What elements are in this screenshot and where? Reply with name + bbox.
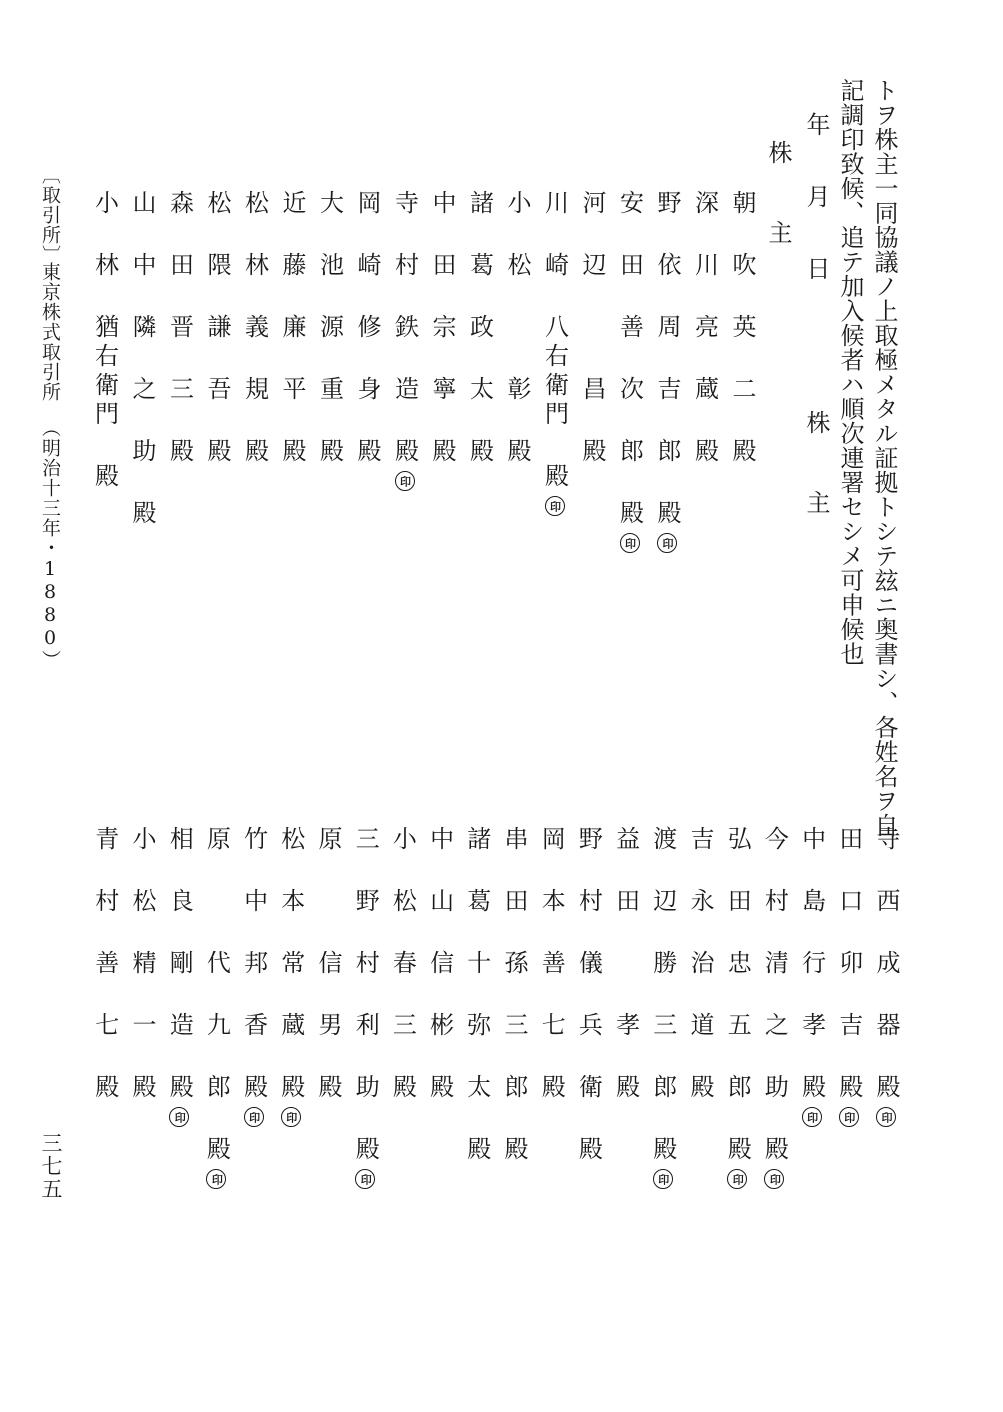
seal-stamp-icon: 印 xyxy=(545,496,565,516)
signatory-name: 大 池 源 重 殿 xyxy=(315,190,344,467)
signatory-column xyxy=(537,826,566,1103)
seal-stamp-icon: 印 xyxy=(727,1169,747,1189)
signatory-name: 中 山 信 彬 殿 xyxy=(425,826,454,1103)
signatory-column xyxy=(505,190,529,467)
seal-stamp-icon: 印 xyxy=(876,1107,896,1127)
shareholder-label-right: 株 主 xyxy=(802,410,830,528)
signatory-name: 河 辺 昌 殿 xyxy=(578,190,606,467)
signatory-name: 寺 村 鉄 造 殿 xyxy=(390,190,419,467)
signatory-column xyxy=(239,826,268,1127)
signatory-name: 田 口 卯 吉 殿 xyxy=(834,826,863,1103)
signatory-name: 弘 田 忠 五 郎 殿 xyxy=(723,826,752,1165)
signatory-column xyxy=(316,826,340,1103)
signatory-name: 原 代 九 郎 殿 xyxy=(202,826,231,1165)
signatory-name: 三 野 村 利 助 殿 xyxy=(351,826,380,1165)
signatory-column xyxy=(205,190,229,467)
seal-stamp-icon: 印 xyxy=(764,1169,784,1189)
signatory-column xyxy=(90,826,119,1103)
source-era: （明治十三年・1880） xyxy=(39,418,61,670)
signatory-name: 吉 永 治 道 殿 xyxy=(686,826,714,1103)
signatory-name: 松 隈 謙 吾 殿 xyxy=(203,190,231,467)
signatory-column xyxy=(130,190,154,529)
signatory-column xyxy=(730,190,754,467)
signatory-name: 野 依 周 吉 郎 殿 xyxy=(653,190,681,529)
signatory-name: 小 林 猶右衛門 殿 xyxy=(90,190,119,492)
signatory-name: 小 松 彰 殿 xyxy=(503,190,531,467)
seal-stamp-icon: 印 xyxy=(281,1107,301,1127)
page-number: 三七五 xyxy=(39,1132,63,1201)
signatory-column xyxy=(760,826,789,1189)
signatory-column xyxy=(390,190,419,491)
signatory-column xyxy=(202,826,231,1189)
signatory-name: 近 藤 廉 平 殿 xyxy=(278,190,306,467)
seal-stamp-icon: 印 xyxy=(244,1107,264,1127)
seal-stamp-icon: 印 xyxy=(395,471,415,491)
signatory-name: 渡 辺 勝 三 郎 殿 xyxy=(648,826,677,1165)
signatory-column xyxy=(462,826,491,1165)
signatory-column xyxy=(315,190,344,467)
signatory-column xyxy=(351,826,380,1189)
signatory-name: 原 信 男 殿 xyxy=(314,826,342,1103)
signatory-column xyxy=(690,190,719,467)
body-text-line-2: 記調印致候、追テ加入候者ハ順次連署セシメ可申候也 xyxy=(836,78,864,666)
seal-stamp-icon: 印 xyxy=(206,1169,226,1189)
signatory-name: 森 田 晋 三 殿 xyxy=(165,190,194,467)
shareholder-label-left: 株 主 xyxy=(764,140,792,258)
signatory-column xyxy=(580,190,604,467)
signatory-column xyxy=(615,190,644,553)
signatory-name: 山 中 隣 之 助 殿 xyxy=(128,190,156,529)
signatory-name: 益 田 孝 殿 xyxy=(611,826,640,1103)
signatory-column xyxy=(874,826,898,1127)
signatory-name: 野 村 儀 兵 衛 殿 xyxy=(574,826,603,1165)
signatory-column xyxy=(276,826,305,1127)
signatory-name: 朝 吹 英 二 殿 xyxy=(728,190,756,467)
signatory-column xyxy=(574,826,603,1165)
signatory-column xyxy=(648,826,677,1189)
signatory-column xyxy=(165,826,194,1127)
seal-stamp-icon: 印 xyxy=(169,1107,189,1127)
signatory-column xyxy=(240,190,269,467)
signatory-column xyxy=(90,190,119,492)
signatory-name: 諸 葛 十 弥 太 殿 xyxy=(462,826,491,1165)
signatory-column xyxy=(688,826,712,1103)
signatory-name: 中 島 行 孝 殿 xyxy=(797,826,826,1103)
signatory-name: 青 村 善 七 殿 xyxy=(90,826,119,1103)
signatory-column xyxy=(280,190,304,467)
date-line: 年 月 日 xyxy=(802,112,830,290)
signatory-column xyxy=(425,826,454,1103)
signatory-column xyxy=(130,826,154,1103)
signatory-name: 松 林 義 規 殿 xyxy=(240,190,269,467)
signatory-name: 松 本 常 蔵 殿 xyxy=(276,826,305,1103)
signatory-column xyxy=(723,826,752,1189)
signatory-column xyxy=(611,826,640,1103)
signatory-name: 小 松 春 三 殿 xyxy=(388,826,417,1103)
signatory-name: 深 川 亮 蔵 殿 xyxy=(690,190,719,467)
signatory-name: 串 田 孫 三 郎 殿 xyxy=(500,826,528,1165)
seal-stamp-icon: 印 xyxy=(620,533,640,553)
signatory-column xyxy=(430,190,454,467)
signatory-column xyxy=(540,190,569,516)
signatory-name: 諸 葛 政 太 殿 xyxy=(465,190,494,467)
signatory-column xyxy=(834,826,863,1127)
signatory-name: 中 田 宗 寧 殿 xyxy=(428,190,456,467)
signatory-name: 安 田 善 次 郎 殿 xyxy=(615,190,644,529)
signatory-column xyxy=(165,190,194,467)
signatory-name: 今 村 清 之 助 殿 xyxy=(760,826,789,1165)
signatory-name: 相 良 剛 造 殿 xyxy=(165,826,194,1103)
seal-stamp-icon: 印 xyxy=(657,533,677,553)
signatory-column xyxy=(797,826,826,1127)
signatory-column xyxy=(655,190,679,553)
body-text-line-1: トヲ株主一同協議ノ上取極メタル証拠トシテ玆ニ奥書シ、各姓名ヲ自 xyxy=(870,78,898,838)
signatory-name: 竹 中 邦 香 殿 xyxy=(239,826,268,1103)
signatory-name: 寺 西 成 器 殿 xyxy=(872,826,900,1103)
signatory-column xyxy=(502,826,526,1165)
seal-stamp-icon: 印 xyxy=(839,1107,859,1127)
seal-stamp-icon: 印 xyxy=(653,1169,673,1189)
signatory-name: 川 崎 八右衛門 殿 xyxy=(540,190,569,492)
signatory-column xyxy=(465,190,494,467)
signatory-name: 岡 本 善 七 殿 xyxy=(537,826,566,1103)
signatory-column xyxy=(388,826,417,1103)
signatory-name: 岡 崎 修 身 殿 xyxy=(353,190,381,467)
source-name: 東京株式取引所 xyxy=(39,262,61,402)
source-label: 〔取引所〕 xyxy=(39,165,61,265)
signatory-name: 小 松 精 一 殿 xyxy=(128,826,156,1103)
seal-stamp-icon: 印 xyxy=(355,1169,375,1189)
signatory-column xyxy=(355,190,379,467)
seal-stamp-icon: 印 xyxy=(802,1107,822,1127)
